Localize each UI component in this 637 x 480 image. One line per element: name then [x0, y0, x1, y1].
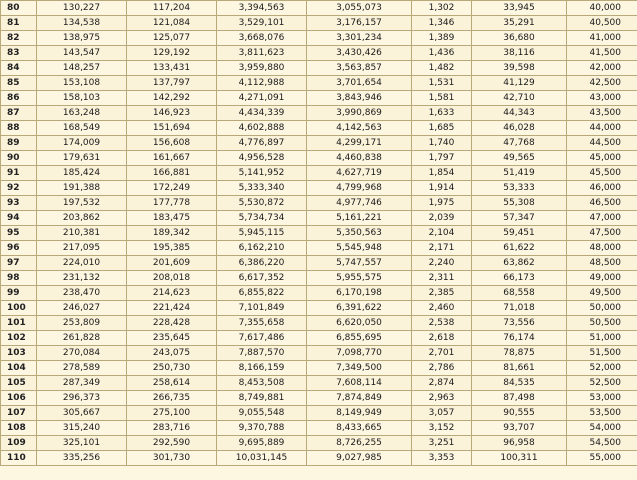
col-4-cell: 4,299,171 — [307, 136, 412, 151]
level-cell: 97 — [1, 256, 37, 271]
col-3-cell: 7,355,658 — [217, 316, 307, 331]
col-2-cell: 228,428 — [127, 316, 217, 331]
col-2-cell: 172,249 — [127, 181, 217, 196]
col-1-cell: 270,084 — [37, 346, 127, 361]
col-1-cell: 238,470 — [37, 286, 127, 301]
col-5-cell: 1,633 — [412, 106, 472, 121]
level-cell: 83 — [1, 46, 37, 61]
col-7-cell: 48,000 — [567, 241, 637, 256]
col-2-cell: 275,100 — [127, 406, 217, 421]
col-7-cell: 44,500 — [567, 136, 637, 151]
col-5-cell: 2,701 — [412, 346, 472, 361]
col-2-cell: 133,431 — [127, 61, 217, 76]
col-7-cell: 52,000 — [567, 361, 637, 376]
level-cell: 106 — [1, 391, 37, 406]
col-6-cell: 63,862 — [472, 256, 567, 271]
level-cell: 110 — [1, 451, 37, 466]
level-cell: 95 — [1, 226, 37, 241]
col-1-cell: 261,828 — [37, 331, 127, 346]
col-7-cell: 45,500 — [567, 166, 637, 181]
col-5-cell: 1,482 — [412, 61, 472, 76]
col-6-cell: 76,174 — [472, 331, 567, 346]
table-row — [1, 421, 637, 436]
col-7-cell: 42,000 — [567, 61, 637, 76]
col-5-cell: 2,538 — [412, 316, 472, 331]
col-6-cell: 39,598 — [472, 61, 567, 76]
col-7-cell: 47,500 — [567, 226, 637, 241]
col-3-cell: 7,887,570 — [217, 346, 307, 361]
col-4-cell: 8,726,255 — [307, 436, 412, 451]
col-7-cell: 46,500 — [567, 196, 637, 211]
col-3-cell: 3,959,880 — [217, 61, 307, 76]
col-2-cell: 142,292 — [127, 91, 217, 106]
col-4-cell: 8,433,665 — [307, 421, 412, 436]
col-6-cell: 38,116 — [472, 46, 567, 61]
level-cell: 82 — [1, 31, 37, 46]
col-1-cell: 305,667 — [37, 406, 127, 421]
level-cell: 92 — [1, 181, 37, 196]
col-7-cell: 49,000 — [567, 271, 637, 286]
col-2-cell: 301,730 — [127, 451, 217, 466]
col-4-cell: 3,843,946 — [307, 91, 412, 106]
col-3-cell: 3,668,076 — [217, 31, 307, 46]
col-5-cell: 2,460 — [412, 301, 472, 316]
col-3-cell: 9,055,548 — [217, 406, 307, 421]
table-row — [1, 226, 637, 241]
col-7-cell: 51,000 — [567, 331, 637, 346]
level-cell: 96 — [1, 241, 37, 256]
level-cell: 89 — [1, 136, 37, 151]
col-2-cell: 250,730 — [127, 361, 217, 376]
table-row — [1, 301, 637, 316]
col-5-cell: 2,874 — [412, 376, 472, 391]
col-7-cell: 40,000 — [567, 1, 637, 16]
col-1-cell: 134,538 — [37, 16, 127, 31]
table-row — [1, 31, 637, 46]
col-5-cell: 3,152 — [412, 421, 472, 436]
col-1-cell: 296,373 — [37, 391, 127, 406]
col-5-cell: 1,302 — [412, 1, 472, 16]
col-5-cell: 2,171 — [412, 241, 472, 256]
col-6-cell: 44,343 — [472, 106, 567, 121]
col-4-cell: 4,460,838 — [307, 151, 412, 166]
col-3-cell: 5,530,872 — [217, 196, 307, 211]
col-4-cell: 5,350,563 — [307, 226, 412, 241]
table-body — [1, 1, 637, 466]
table-row — [1, 331, 637, 346]
level-cell: 87 — [1, 106, 37, 121]
col-3-cell: 4,776,897 — [217, 136, 307, 151]
col-3-cell: 3,529,101 — [217, 16, 307, 31]
col-3-cell: 4,956,528 — [217, 151, 307, 166]
col-4-cell: 6,170,198 — [307, 286, 412, 301]
table-row — [1, 121, 637, 136]
level-cell: 86 — [1, 91, 37, 106]
level-cell: 99 — [1, 286, 37, 301]
col-2-cell: 201,609 — [127, 256, 217, 271]
col-5-cell: 2,618 — [412, 331, 472, 346]
col-1-cell: 203,862 — [37, 211, 127, 226]
col-2-cell: 146,923 — [127, 106, 217, 121]
col-4-cell: 4,977,746 — [307, 196, 412, 211]
col-7-cell: 50,000 — [567, 301, 637, 316]
col-2-cell: 258,614 — [127, 376, 217, 391]
col-1-cell: 148,257 — [37, 61, 127, 76]
col-4-cell: 3,055,073 — [307, 1, 412, 16]
table-row — [1, 91, 637, 106]
col-1-cell: 130,227 — [37, 1, 127, 16]
col-3-cell: 7,101,849 — [217, 301, 307, 316]
col-4-cell: 3,301,234 — [307, 31, 412, 46]
col-6-cell: 84,535 — [472, 376, 567, 391]
col-4-cell: 4,627,719 — [307, 166, 412, 181]
col-3-cell: 6,162,210 — [217, 241, 307, 256]
col-5-cell: 2,311 — [412, 271, 472, 286]
col-3-cell: 9,370,788 — [217, 421, 307, 436]
col-4-cell: 6,620,050 — [307, 316, 412, 331]
level-cell: 80 — [1, 1, 37, 16]
col-5-cell: 2,963 — [412, 391, 472, 406]
col-5-cell: 1,346 — [412, 16, 472, 31]
col-3-cell: 3,394,563 — [217, 1, 307, 16]
col-1-cell: 325,101 — [37, 436, 127, 451]
col-4-cell: 7,608,114 — [307, 376, 412, 391]
level-cell: 98 — [1, 271, 37, 286]
col-6-cell: 78,875 — [472, 346, 567, 361]
col-2-cell: 137,797 — [127, 76, 217, 91]
table-row — [1, 136, 637, 151]
col-4-cell: 5,545,948 — [307, 241, 412, 256]
col-7-cell: 55,000 — [567, 451, 637, 466]
col-6-cell: 100,311 — [472, 451, 567, 466]
col-4-cell: 3,430,426 — [307, 46, 412, 61]
col-2-cell: 125,077 — [127, 31, 217, 46]
col-3-cell: 4,434,339 — [217, 106, 307, 121]
col-7-cell: 41,500 — [567, 46, 637, 61]
table-row — [1, 16, 637, 31]
table-row — [1, 166, 637, 181]
table-row — [1, 61, 637, 76]
col-3-cell: 5,945,115 — [217, 226, 307, 241]
col-7-cell: 51,500 — [567, 346, 637, 361]
col-3-cell: 8,749,881 — [217, 391, 307, 406]
col-5-cell: 2,039 — [412, 211, 472, 226]
col-6-cell: 33,945 — [472, 1, 567, 16]
col-1-cell: 163,248 — [37, 106, 127, 121]
col-1-cell: 246,027 — [37, 301, 127, 316]
col-2-cell: 151,694 — [127, 121, 217, 136]
col-2-cell: 166,881 — [127, 166, 217, 181]
col-3-cell: 10,031,145 — [217, 451, 307, 466]
col-5-cell: 3,057 — [412, 406, 472, 421]
col-4-cell: 7,874,849 — [307, 391, 412, 406]
col-4-cell: 5,747,557 — [307, 256, 412, 271]
table-row — [1, 361, 637, 376]
level-cell: 102 — [1, 331, 37, 346]
col-7-cell: 48,500 — [567, 256, 637, 271]
level-cell: 94 — [1, 211, 37, 226]
col-7-cell: 54,000 — [567, 421, 637, 436]
col-6-cell: 68,558 — [472, 286, 567, 301]
col-6-cell: 66,173 — [472, 271, 567, 286]
col-2-cell: 208,018 — [127, 271, 217, 286]
col-3-cell: 4,271,091 — [217, 91, 307, 106]
col-2-cell: 221,424 — [127, 301, 217, 316]
col-7-cell: 44,000 — [567, 121, 637, 136]
col-3-cell: 6,617,352 — [217, 271, 307, 286]
col-4-cell: 4,142,563 — [307, 121, 412, 136]
col-6-cell: 55,308 — [472, 196, 567, 211]
col-1-cell: 153,108 — [37, 76, 127, 91]
col-5-cell: 1,436 — [412, 46, 472, 61]
col-1-cell: 143,547 — [37, 46, 127, 61]
col-7-cell: 53,000 — [567, 391, 637, 406]
table-row — [1, 406, 637, 421]
col-4-cell: 7,098,770 — [307, 346, 412, 361]
col-4-cell: 3,563,857 — [307, 61, 412, 76]
table-row — [1, 346, 637, 361]
table-row — [1, 271, 637, 286]
col-5-cell: 1,740 — [412, 136, 472, 151]
col-6-cell: 51,419 — [472, 166, 567, 181]
col-5-cell: 1,797 — [412, 151, 472, 166]
level-cell: 85 — [1, 76, 37, 91]
col-7-cell: 43,500 — [567, 106, 637, 121]
col-1-cell: 217,095 — [37, 241, 127, 256]
table-row — [1, 316, 637, 331]
col-2-cell: 214,623 — [127, 286, 217, 301]
col-6-cell: 41,129 — [472, 76, 567, 91]
col-4-cell: 3,176,157 — [307, 16, 412, 31]
level-cell: 100 — [1, 301, 37, 316]
col-2-cell: 129,192 — [127, 46, 217, 61]
col-6-cell: 93,707 — [472, 421, 567, 436]
col-4-cell: 7,349,500 — [307, 361, 412, 376]
col-3-cell: 8,166,159 — [217, 361, 307, 376]
col-4-cell: 3,701,654 — [307, 76, 412, 91]
col-2-cell: 161,667 — [127, 151, 217, 166]
col-6-cell: 73,556 — [472, 316, 567, 331]
table-row — [1, 451, 637, 466]
col-1-cell: 174,009 — [37, 136, 127, 151]
col-3-cell: 4,602,888 — [217, 121, 307, 136]
col-3-cell: 4,112,988 — [217, 76, 307, 91]
col-2-cell: 189,342 — [127, 226, 217, 241]
table-row — [1, 181, 637, 196]
col-6-cell: 57,347 — [472, 211, 567, 226]
col-7-cell: 49,500 — [567, 286, 637, 301]
col-7-cell: 40,500 — [567, 16, 637, 31]
col-1-cell: 231,132 — [37, 271, 127, 286]
col-5-cell: 1,854 — [412, 166, 472, 181]
col-5-cell: 1,531 — [412, 76, 472, 91]
col-5-cell: 2,240 — [412, 256, 472, 271]
table-row — [1, 106, 637, 121]
col-2-cell: 243,075 — [127, 346, 217, 361]
col-5-cell: 2,786 — [412, 361, 472, 376]
col-4-cell: 9,027,985 — [307, 451, 412, 466]
col-4-cell: 6,855,695 — [307, 331, 412, 346]
table-row — [1, 151, 637, 166]
table-row — [1, 436, 637, 451]
level-cell: 109 — [1, 436, 37, 451]
col-7-cell: 54,500 — [567, 436, 637, 451]
col-6-cell: 46,028 — [472, 121, 567, 136]
col-3-cell: 7,617,486 — [217, 331, 307, 346]
col-1-cell: 315,240 — [37, 421, 127, 436]
col-4-cell: 3,990,869 — [307, 106, 412, 121]
col-7-cell: 47,000 — [567, 211, 637, 226]
col-4-cell: 5,955,575 — [307, 271, 412, 286]
col-6-cell: 47,768 — [472, 136, 567, 151]
table-row — [1, 76, 637, 91]
level-cell: 84 — [1, 61, 37, 76]
col-4-cell: 5,161,221 — [307, 211, 412, 226]
col-5-cell: 1,914 — [412, 181, 472, 196]
col-3-cell: 5,333,340 — [217, 181, 307, 196]
table-row — [1, 391, 637, 406]
level-cell: 90 — [1, 151, 37, 166]
col-5-cell: 1,581 — [412, 91, 472, 106]
col-5-cell: 1,685 — [412, 121, 472, 136]
col-1-cell: 185,424 — [37, 166, 127, 181]
col-5-cell: 3,251 — [412, 436, 472, 451]
col-6-cell: 90,555 — [472, 406, 567, 421]
col-6-cell: 87,498 — [472, 391, 567, 406]
col-6-cell: 96,958 — [472, 436, 567, 451]
col-3-cell: 5,734,734 — [217, 211, 307, 226]
level-cell: 103 — [1, 346, 37, 361]
col-6-cell: 42,710 — [472, 91, 567, 106]
col-1-cell: 197,532 — [37, 196, 127, 211]
col-5-cell: 1,975 — [412, 196, 472, 211]
table-row — [1, 256, 637, 271]
level-cell: 104 — [1, 361, 37, 376]
table-row — [1, 46, 637, 61]
col-7-cell: 41,000 — [567, 31, 637, 46]
col-6-cell: 53,333 — [472, 181, 567, 196]
col-4-cell: 4,799,968 — [307, 181, 412, 196]
col-2-cell: 235,645 — [127, 331, 217, 346]
col-7-cell: 46,000 — [567, 181, 637, 196]
col-5-cell: 1,389 — [412, 31, 472, 46]
col-3-cell: 3,811,623 — [217, 46, 307, 61]
table-row — [1, 1, 637, 16]
col-6-cell: 49,565 — [472, 151, 567, 166]
col-1-cell: 191,388 — [37, 181, 127, 196]
level-cell: 107 — [1, 406, 37, 421]
level-cell: 101 — [1, 316, 37, 331]
col-6-cell: 71,018 — [472, 301, 567, 316]
col-6-cell: 36,680 — [472, 31, 567, 46]
col-7-cell: 50,500 — [567, 316, 637, 331]
col-2-cell: 195,385 — [127, 241, 217, 256]
col-4-cell: 6,391,622 — [307, 301, 412, 316]
col-6-cell: 61,622 — [472, 241, 567, 256]
col-2-cell: 292,590 — [127, 436, 217, 451]
col-6-cell: 81,661 — [472, 361, 567, 376]
level-cell: 81 — [1, 16, 37, 31]
col-2-cell: 266,735 — [127, 391, 217, 406]
col-1-cell: 287,349 — [37, 376, 127, 391]
col-5-cell: 3,353 — [412, 451, 472, 466]
col-1-cell: 158,103 — [37, 91, 127, 106]
col-2-cell: 156,608 — [127, 136, 217, 151]
col-3-cell: 8,453,508 — [217, 376, 307, 391]
col-1-cell: 278,589 — [37, 361, 127, 376]
col-1-cell: 253,809 — [37, 316, 127, 331]
table-row — [1, 376, 637, 391]
col-7-cell: 43,000 — [567, 91, 637, 106]
level-cell: 88 — [1, 121, 37, 136]
col-2-cell: 117,204 — [127, 1, 217, 16]
col-2-cell: 283,716 — [127, 421, 217, 436]
col-5-cell: 2,385 — [412, 286, 472, 301]
col-2-cell: 121,084 — [127, 16, 217, 31]
col-6-cell: 35,291 — [472, 16, 567, 31]
col-7-cell: 53,500 — [567, 406, 637, 421]
level-cell: 93 — [1, 196, 37, 211]
col-7-cell: 52,500 — [567, 376, 637, 391]
col-7-cell: 45,000 — [567, 151, 637, 166]
col-1-cell: 179,631 — [37, 151, 127, 166]
col-2-cell: 183,475 — [127, 211, 217, 226]
col-1-cell: 168,549 — [37, 121, 127, 136]
col-2-cell: 177,778 — [127, 196, 217, 211]
col-3-cell: 6,386,220 — [217, 256, 307, 271]
col-1-cell: 210,381 — [37, 226, 127, 241]
col-3-cell: 9,695,889 — [217, 436, 307, 451]
col-3-cell: 5,141,952 — [217, 166, 307, 181]
table-row — [1, 286, 637, 301]
level-cell: 105 — [1, 376, 37, 391]
table-row — [1, 241, 637, 256]
level-cell: 91 — [1, 166, 37, 181]
col-6-cell: 59,451 — [472, 226, 567, 241]
col-1-cell: 138,975 — [37, 31, 127, 46]
level-cell: 108 — [1, 421, 37, 436]
table-row — [1, 211, 637, 226]
col-1-cell: 335,256 — [37, 451, 127, 466]
col-3-cell: 6,855,822 — [217, 286, 307, 301]
col-5-cell: 2,104 — [412, 226, 472, 241]
col-1-cell: 224,010 — [37, 256, 127, 271]
col-4-cell: 8,149,949 — [307, 406, 412, 421]
table-row — [1, 196, 637, 211]
col-7-cell: 42,500 — [567, 76, 637, 91]
